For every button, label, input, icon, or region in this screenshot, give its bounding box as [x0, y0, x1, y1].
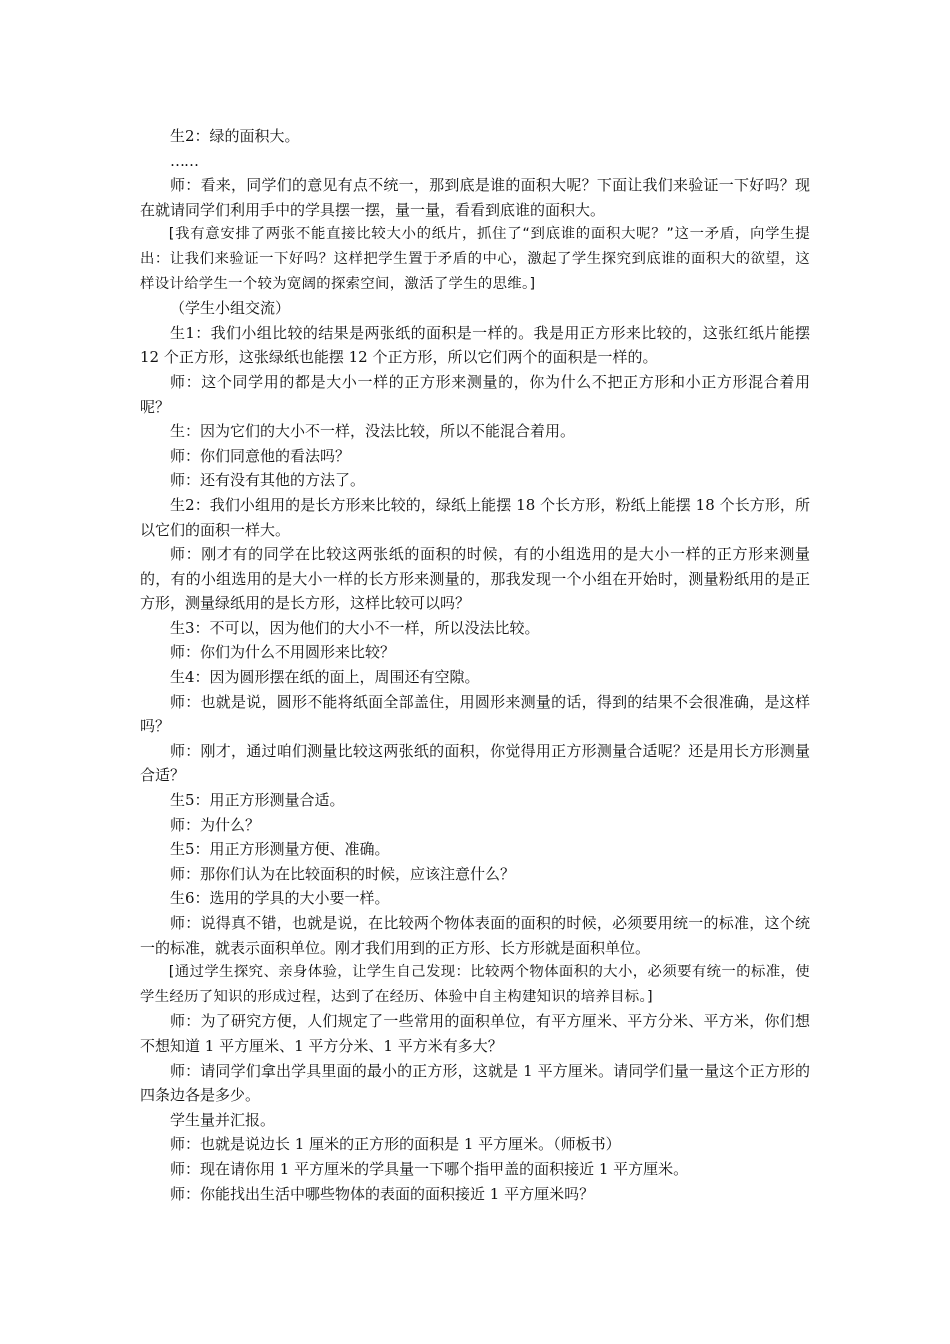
paragraph: 学生量并汇报。: [170, 1110, 276, 1129]
teaching-note: [我有意安排了两张不能直接比较大小的纸片，抓住了“到底谁的面积大呢？”这一矛盾，向学生提出：让我们来验证一下好吗？这样把学生置于矛盾的中心，激起了学生探究到底谁的面积大的欲望，这样设计给学生一个较为宽阔的探索空间，激活了学生的思维。]: [140, 226, 810, 292]
paragraph: 师：看来，同学们的意见有点不统一，那到底是谁的面积大呢？下面让我们来验证一下好吗？现在就请同学们利用手中的学具摆一摆，量一量，看看到底谁的面积大。: [140, 176, 810, 219]
paragraph: 师：刚才，通过咱们测量比较这两张纸的面积，你觉得用正方形测量合适呢？还是用长方形测量合适？: [140, 741, 810, 785]
paragraph: 生1：我们小组比较的结果是两张纸的面积是一样的。我是用正方形来比较的，这张红纸片能摆 12 个正方形，这张绿纸也能摆 12 个正方形，所以它们两个的面积是一样的。: [140, 323, 810, 367]
paragraph: 师：也就是说边长 1 厘米的正方形的面积是 1 平方厘米。（师板书）: [170, 1135, 621, 1154]
paragraph: 师：现在请你用 1 平方厘米的学具量一下哪个指甲盖的面积接近 1 平方厘米。: [170, 1159, 689, 1178]
paragraph: 生6：选用的学具的大小要一样。: [170, 889, 390, 908]
paragraph: （学生小组交流）: [170, 299, 291, 318]
paragraph: 生：因为它们的大小不一样，没法比较，所以不能混合着用。: [170, 422, 576, 441]
paragraph: 生2：我们小组用的是长方形来比较的，绿纸上能摆 18 个长方形，粉纸上能摆 18 个长方形，所以它们的面积一样大。: [140, 495, 810, 539]
paragraph: 生3：不可以，因为他们的大小不一样，所以没法比较。: [170, 618, 540, 637]
paragraph: 师：为什么？: [170, 815, 261, 834]
paragraph: 生5：用正方形测量合适。: [170, 791, 345, 810]
paragraph: 师：说得真不错，也就是说，在比较两个物体表面的面积的时候，必须要用统一的标准，这个统一的标准，就表示面积单位。刚才我们用到的正方形、长方形就是面积单位。: [140, 914, 810, 957]
ellipsis-line: ……: [170, 151, 198, 170]
document-body: [140, 124, 810, 1206]
paragraph: 师：这个同学用的都是大小一样的正方形来测量的，你为什么不把正方形和小正方形混合着用呢？: [140, 372, 810, 416]
paragraph: 师：也就是说，圆形不能将纸面全部盖住，用圆形来测量的话，得到的结果不会很准确，是这样吗？: [140, 692, 810, 736]
paragraph: 师：你们同意他的看法吗？: [170, 446, 351, 465]
paragraph: 师：请同学们拿出学具里面的最小的正方形，这就是 1 平方厘米。请同学们量一量这个正方形的四条边各是多少。: [140, 1061, 810, 1105]
paragraph: 生5：用正方形测量方便、准确。: [170, 840, 390, 859]
paragraph: 师：你们为什么不用圆形来比较？: [170, 643, 396, 662]
paragraph: 师：还有没有其他的方法了。: [170, 471, 366, 490]
paragraph: 师：你能找出生活中哪些物体的表面的面积接近 1 平方厘米吗？: [170, 1184, 595, 1203]
paragraph: 师：刚才有的同学在比较这两张纸的面积的时候，有的小组选用的是大小一样的正方形来测量的，有的小组选用的是大小一样的长方形来测量的，那我发现一个小组在开始时，测量粉纸用的是正方形，测量绿纸用的是长方形，这样比较可以吗？: [140, 545, 810, 613]
paragraph: 生2：绿的面积大。: [170, 127, 300, 145]
paragraph: 师：为了研究方便，人们规定了一些常用的面积单位，有平方厘米、平方分米、平方米，你们想不想知道 1 平方厘米、1 平方分米、1 平方米有多大？: [140, 1012, 810, 1055]
paragraph: 师：那你们认为在比较面积的时候，应该注意什么？: [170, 864, 516, 883]
paragraph: 生4：因为圆形摆在纸的面上，周围还有空隙。: [170, 668, 480, 687]
teaching-note: [通过学生探究、亲身体验，让学生自己发现：比较两个物体面积的大小，必须要有统一的标准，使学生经历了知识的形成过程，达到了在经历、体验中自主构建知识的培养目标。]: [140, 964, 810, 1005]
